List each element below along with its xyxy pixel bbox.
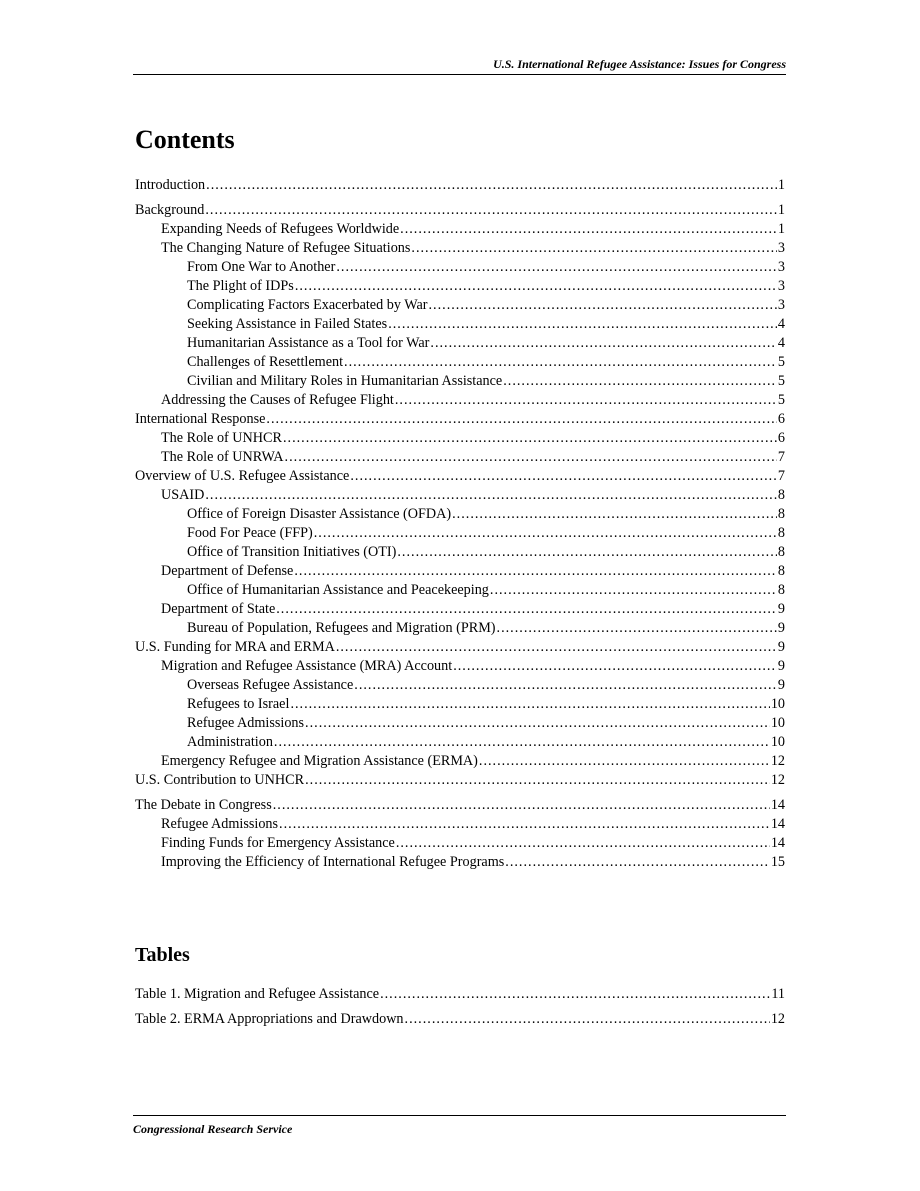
toc-entry-page-number: 8: [777, 563, 785, 579]
toc-entry[interactable]: [135, 391, 785, 410]
dot-leader: [479, 752, 770, 771]
toc-entry[interactable]: [135, 752, 785, 771]
dot-leader: [290, 695, 769, 714]
toc-entry-label: Overseas Refugee Assistance: [187, 677, 354, 693]
dot-leader: [336, 638, 777, 657]
toc-entry-page-number: 8: [777, 582, 785, 598]
toc-entry[interactable]: [135, 543, 785, 562]
toc-entry-label: Complicating Factors Exacerbated by War: [187, 297, 428, 313]
dot-leader: [305, 714, 770, 733]
toc-entry[interactable]: [135, 714, 785, 733]
toc-entry[interactable]: [135, 524, 785, 543]
toc-entry-page-number: 9: [777, 677, 785, 693]
toc-entry-label: USAID: [161, 487, 205, 503]
toc-entry-page-number: 4: [777, 316, 785, 332]
toc-entry-page-number: 10: [770, 715, 785, 731]
toc-entry[interactable]: [135, 505, 785, 524]
toc-entry-label: Finding Funds for Emergency Assistance: [161, 835, 395, 851]
toc-entry[interactable]: [135, 429, 785, 448]
dot-leader: [388, 315, 777, 334]
dot-leader: [274, 733, 770, 752]
toc-entry-page-number: 10: [770, 734, 785, 750]
toc-entry-page-number: 8: [777, 487, 785, 503]
toc-entry-page-number: 3: [777, 278, 785, 294]
dot-leader: [397, 543, 777, 562]
toc-entry-label: The Role of UNRWA: [161, 449, 284, 465]
dot-leader: [430, 334, 777, 353]
toc-entry[interactable]: [135, 334, 785, 353]
toc-entry-page-number: 5: [777, 354, 785, 370]
toc-entry-page-number: 8: [777, 525, 785, 541]
toc-entry-page-number: 15: [770, 854, 785, 870]
toc-entry[interactable]: [135, 834, 785, 853]
dot-leader: [266, 410, 776, 429]
toc-entry-page-number: 5: [777, 373, 785, 389]
toc-entry-label: U.S. Contribution to UNHCR: [135, 772, 305, 788]
toc-entry[interactable]: [135, 815, 785, 834]
toc-entry-label: Improving the Efficiency of International Refugee Programs: [161, 854, 505, 870]
toc-entry-label: Office of Transition Initiatives (OTI): [187, 544, 397, 560]
toc-entry-label: Seeking Assistance in Failed States: [187, 316, 388, 332]
toc-entry-label: Overview of U.S. Refugee Assistance: [135, 468, 350, 484]
dot-leader: [503, 372, 777, 391]
toc-entry-page-number: 3: [777, 240, 785, 256]
toc-entry[interactable]: [135, 676, 785, 695]
toc-entry-label: Department of Defense: [161, 563, 294, 579]
toc-entry-label: International Response: [135, 411, 266, 427]
toc-entry-page-number: 12: [770, 753, 785, 769]
toc-entry-label: U.S. Funding for MRA and ERMA: [135, 639, 335, 655]
toc-entry-page-number: 8: [777, 506, 785, 522]
toc-entry-label: Food For Peace (FFP): [187, 525, 313, 541]
toc-entry-page-number: 1: [777, 177, 785, 193]
toc-entry-page-number: 8: [777, 544, 785, 560]
toc-entry-page-number: 9: [777, 658, 785, 674]
toc-entry-label: The Changing Nature of Refugee Situations: [161, 240, 411, 256]
toc-entry[interactable]: [135, 410, 785, 429]
toc-entry-label: Office of Humanitarian Assistance and Peacekeeping: [187, 582, 489, 598]
dot-leader: [405, 1007, 770, 1032]
toc-entry-page-number: 1: [777, 202, 785, 218]
toc-entry[interactable]: [135, 315, 785, 334]
table-list-entry[interactable]: [135, 1007, 785, 1032]
toc-entry-label: Refugee Admissions: [161, 816, 279, 832]
toc-entry-page-number: 5: [777, 392, 785, 408]
table-of-contents: [135, 176, 785, 872]
toc-entry-label: Office of Foreign Disaster Assistance (OFDA): [187, 506, 452, 522]
toc-entry-label: The Plight of IDPs: [187, 278, 294, 294]
dot-leader: [295, 277, 777, 296]
toc-entry-label: Addressing the Causes of Refugee Flight: [161, 392, 394, 408]
toc-entry-page-number: 14: [770, 797, 785, 813]
toc-entry[interactable]: [135, 562, 785, 581]
dot-leader: [453, 657, 777, 676]
dot-leader: [205, 201, 777, 220]
dot-leader: [344, 353, 777, 372]
toc-entry-label: Bureau of Population, Refugees and Migration (PRM): [187, 620, 496, 636]
dot-leader: [205, 486, 777, 505]
toc-entry-page-number: 6: [777, 430, 785, 446]
toc-entry-page-number: 6: [777, 411, 785, 427]
toc-entry-page-number: 12: [770, 1011, 785, 1027]
toc-entry-label: Civilian and Military Roles in Humanitarian Assistance: [187, 373, 503, 389]
toc-entry[interactable]: [135, 201, 785, 220]
toc-entry-label: Expanding Needs of Refugees Worldwide: [161, 221, 400, 237]
dot-leader: [336, 258, 777, 277]
tables-heading: Tables: [135, 944, 190, 966]
dot-leader: [283, 429, 777, 448]
dot-leader: [279, 815, 770, 834]
toc-entry-label: The Role of UNHCR: [161, 430, 282, 446]
toc-entry[interactable]: [135, 638, 785, 657]
toc-entry-page-number: 10: [770, 696, 785, 712]
dot-leader: [305, 771, 770, 790]
dot-leader: [294, 562, 777, 581]
dot-leader: [505, 853, 770, 872]
contents-heading: Contents: [135, 125, 235, 154]
toc-entry[interactable]: [135, 353, 785, 372]
dot-leader: [380, 982, 770, 1007]
toc-entry-page-number: 11: [771, 986, 785, 1002]
toc-entry-page-number: 12: [770, 772, 785, 788]
dot-leader: [354, 676, 777, 695]
toc-entry-page-number: 3: [777, 259, 785, 275]
toc-entry-page-number: 9: [777, 601, 785, 617]
toc-entry[interactable]: [135, 467, 785, 486]
list-of-tables: [135, 982, 785, 1032]
toc-entry[interactable]: [135, 372, 785, 391]
dot-leader: [273, 796, 770, 815]
dot-leader: [400, 220, 777, 239]
toc-entry-label: Table 2. ERMA Appropriations and Drawdown: [135, 1011, 404, 1027]
dot-leader: [285, 448, 777, 467]
dot-leader: [396, 834, 770, 853]
toc-entry[interactable]: [135, 657, 785, 676]
toc-entry[interactable]: [135, 448, 785, 467]
toc-entry[interactable]: [135, 695, 785, 714]
toc-entry[interactable]: [135, 239, 785, 258]
toc-entry-label: Background: [135, 202, 205, 218]
table-list-entry[interactable]: [135, 982, 785, 1007]
toc-entry[interactable]: [135, 220, 785, 239]
toc-entry-label: Refugee Admissions: [187, 715, 305, 731]
toc-entry-page-number: 9: [777, 639, 785, 655]
dot-leader: [497, 619, 777, 638]
toc-entry[interactable]: [135, 277, 785, 296]
toc-entry-label: The Debate in Congress: [135, 797, 272, 813]
toc-entry-label: Emergency Refugee and Migration Assistance (ERMA): [161, 753, 478, 769]
dot-leader: [395, 391, 777, 410]
dot-leader: [490, 581, 777, 600]
toc-entry[interactable]: [135, 296, 785, 315]
toc-entry-label: From One War to Another: [187, 259, 336, 275]
toc-entry-page-number: 7: [777, 449, 785, 465]
toc-entry-page-number: 14: [770, 835, 785, 851]
toc-entry[interactable]: [135, 853, 785, 872]
toc-entry-page-number: 14: [770, 816, 785, 832]
toc-entry-label: Administration: [187, 734, 273, 750]
toc-entry-page-number: 4: [777, 335, 785, 351]
running-header: U.S. International Refugee Assistance: Issues for Congress: [133, 57, 786, 75]
toc-entry-label: Refugees to Israel: [187, 696, 290, 712]
toc-entry-label: Table 1. Migration and Refugee Assistance: [135, 986, 380, 1002]
toc-entry[interactable]: [135, 600, 785, 619]
dot-leader: [276, 600, 777, 619]
dot-leader: [206, 176, 777, 195]
dot-leader: [452, 505, 777, 524]
toc-entry[interactable]: [135, 796, 785, 815]
toc-entry-label: Challenges of Resettlement: [187, 354, 344, 370]
dot-leader: [429, 296, 777, 315]
toc-entry[interactable]: [135, 176, 785, 195]
toc-entry[interactable]: [135, 733, 785, 752]
toc-entry[interactable]: [135, 619, 785, 638]
toc-entry[interactable]: [135, 771, 785, 790]
toc-entry[interactable]: [135, 258, 785, 277]
toc-entry[interactable]: [135, 581, 785, 600]
dot-leader: [314, 524, 777, 543]
toc-entry-page-number: 3: [777, 297, 785, 313]
dot-leader: [411, 239, 777, 258]
toc-entry-label: Introduction: [135, 177, 206, 193]
toc-entry-page-number: 1: [777, 221, 785, 237]
dot-leader: [350, 467, 777, 486]
toc-entry-label: Migration and Refugee Assistance (MRA) Account: [161, 658, 453, 674]
toc-entry-page-number: 9: [777, 620, 785, 636]
toc-entry[interactable]: [135, 486, 785, 505]
running-footer: Congressional Research Service: [133, 1115, 786, 1137]
toc-entry-label: Humanitarian Assistance as a Tool for War: [187, 335, 430, 351]
toc-entry-label: Department of State: [161, 601, 276, 617]
toc-entry-page-number: 7: [777, 468, 785, 484]
